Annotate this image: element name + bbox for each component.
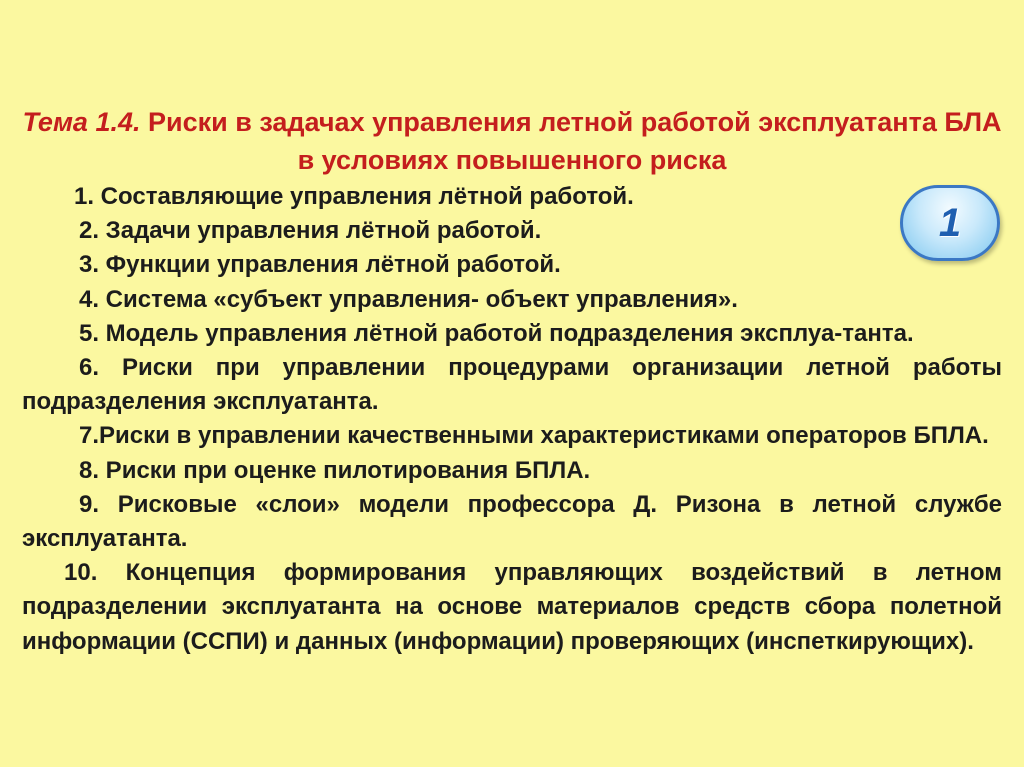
topic-list [22,180,1002,659]
list-item: 3. Функции управления лётной работой. [79,251,561,279]
list-item: 9. Рисковые «слои» модели профессора Д. Ризона в летной службе эксплуатанта. [22,490,1002,553]
list-item: 7.Риски в управлении качественными характеристиками операторов БПЛА. [79,422,989,450]
title-text: Риски в задачах управления летной работой эксплуатанта БЛА в условиях повышенного риска [140,107,1002,175]
list-item: 6. Риски при управлении процедурами организации летной работы подразделения эксплуатанта. [22,354,1002,416]
list-item: 2. Задачи управления лётной работой. [79,217,542,245]
slide-title [20,103,1004,179]
list-item: 8. Риски при оценке пилотирования БПЛА. [79,456,591,484]
list-item: 10. Концепция формирования управляющих воздействий в летном подразделении эксплуатанта на основе материалов средств сбора полетной информации (ССПИ) и данных (информации) проверяющих (инспеткирующих). [22,559,1002,655]
badge-number: 1 [938,200,962,245]
list-item: 5. Модель управления лётной работой подразделения эксплуа-танта. [79,319,914,347]
title-topic-number: Тема 1.4. [22,107,141,137]
list-item: 1. Составляющие управления лётной работой. [74,183,634,210]
list-item: 4. Система «субъект управления- объект управления». [79,285,738,313]
